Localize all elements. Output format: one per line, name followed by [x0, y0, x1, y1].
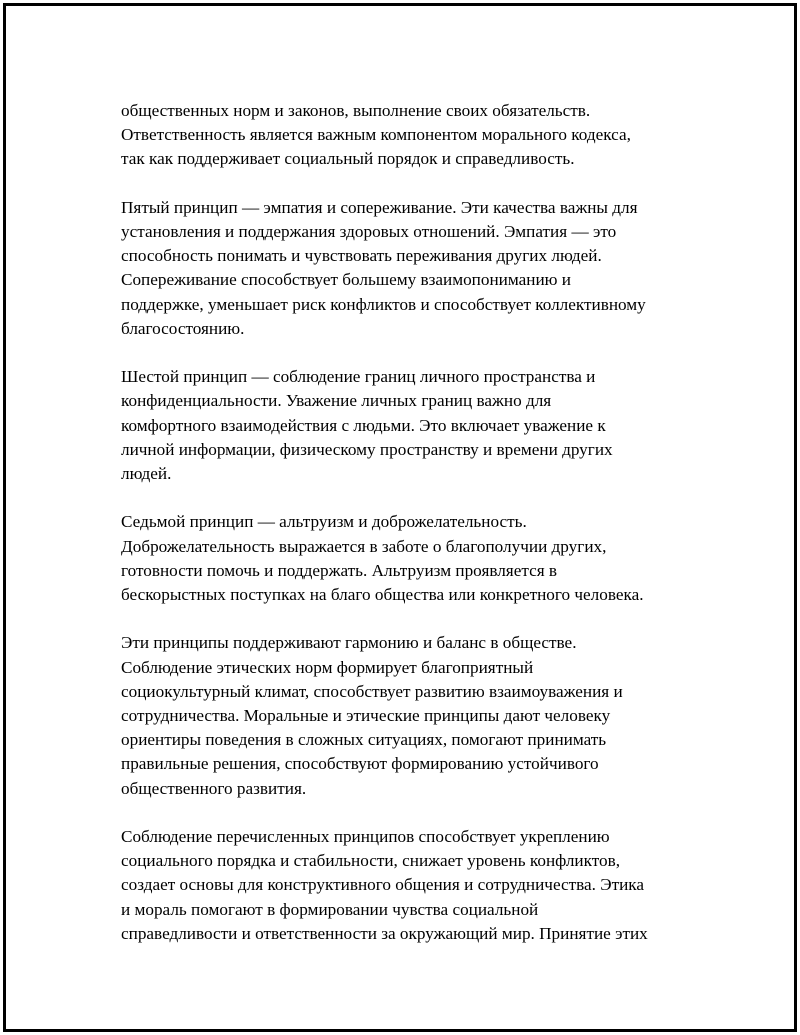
text-line: готовности помочь и поддержать. Альтруизм проявляется в [121, 560, 558, 580]
text-line: поддержке, уменьшает риск конфликтов и способствует коллективному [121, 294, 646, 314]
paragraph [121, 825, 721, 946]
text-line: конфиденциальности. Уважение личных границ важно для [121, 391, 552, 411]
text-line: людей. [121, 464, 172, 484]
text-line: Соблюдение перечисленных принципов способствует укреплению [121, 827, 610, 847]
text-line: правильные решения, способствуют формированию устойчивого [121, 754, 599, 774]
text-line: Сопереживание способствует большему взаимопониманию и [121, 270, 571, 290]
text-line: и мораль помогают в формировании чувства социальной [121, 899, 539, 919]
text-line: так как поддерживает социальный порядок и справедливость. [121, 149, 575, 169]
text-line: Доброжелательность выражается в заботе о благополучии других, [121, 536, 607, 556]
text-line: Ответственность является важным компонентом морального кодекса, [121, 125, 631, 145]
text-line: Соблюдение этических норм формирует благоприятный [121, 657, 534, 677]
text-line: Шестой принцип — соблюдение границ личного пространства и [121, 367, 596, 387]
text-line: способность понимать и чувствовать переживания других людей. [121, 246, 602, 266]
text-line: создает основы для конструктивного общения и сотрудничества. Этика [121, 875, 645, 895]
text-line: Пятый принцип — эмпатия и сопереживание. Эти качества важны для [121, 197, 638, 217]
paragraph [121, 99, 721, 172]
text-line: Эти принципы поддерживают гармонию и баланс в обществе. [121, 633, 577, 653]
text-line: сотрудничества. Моральные и этические принципы дают человеку [121, 706, 611, 726]
text-line: ориентиры поведения в сложных ситуациях, помогают принимать [121, 730, 607, 750]
page-frame [3, 3, 797, 1032]
text-line: благосостоянию. [121, 318, 245, 338]
text-line: личной информации, физическому пространству и времени других [121, 439, 613, 459]
paragraph [121, 510, 721, 607]
text-line: социокультурный климат, способствует развитию взаимоуважения и [121, 681, 623, 701]
paragraph [121, 365, 721, 486]
text-line: комфортного взаимодействия с людьми. Это включает уважение к [121, 415, 606, 435]
text-line: справедливости и ответственности за окружающий мир. Принятие этих [121, 923, 648, 943]
document-body [121, 99, 721, 970]
text-line: Седьмой принцип — альтруизм и доброжелательность. [121, 512, 527, 532]
text-line: установления и поддержания здоровых отношений. Эмпатия — это [121, 222, 617, 241]
text-line: общественного развития. [121, 778, 307, 798]
text-line: общественных норм и законов, выполнение своих обязательств. [121, 101, 591, 120]
text-line: бескорыстных поступках на благо общества или конкретного человека. [121, 585, 644, 605]
paragraph [121, 631, 721, 800]
text-line: социального порядка и стабильности, снижает уровень конфликтов, [121, 851, 621, 871]
paragraph [121, 196, 721, 341]
